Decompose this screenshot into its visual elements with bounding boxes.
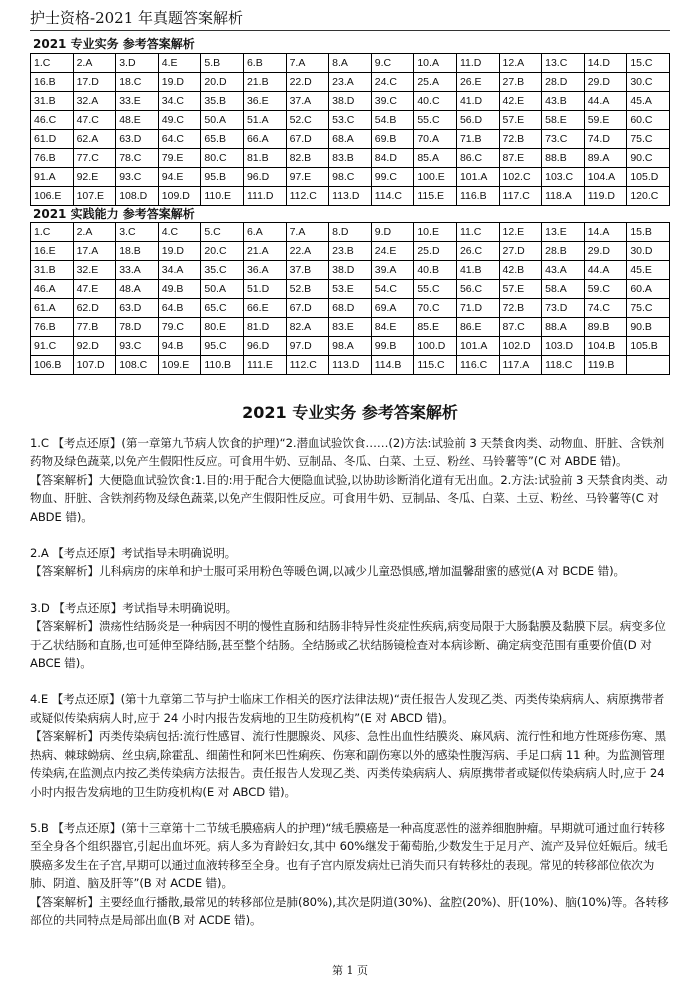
answer-row (31, 187, 670, 206)
answer-row (31, 356, 670, 375)
answer-cell: 35.B (201, 92, 244, 111)
answer-cell: 24.E (371, 242, 414, 261)
answer-cell: 10.A (414, 54, 457, 73)
answer-cell: 8.A (329, 54, 372, 73)
answer-cell: 43.B (542, 92, 585, 111)
answer-cell: 66.A (243, 130, 286, 149)
answer-cell: 21.A (243, 242, 286, 261)
answer-cell: 65.C (201, 299, 244, 318)
answer-cell: 70.A (414, 130, 457, 149)
answer-table-professional (30, 53, 670, 206)
answer-cell: 45.A (627, 92, 670, 111)
answer-cell: 102.D (499, 337, 542, 356)
answer-cell: 43.A (542, 261, 585, 280)
answer-cell: 120.C (627, 187, 670, 206)
answer-row (31, 318, 670, 337)
answer-cell: 105.D (627, 168, 670, 187)
answer-row (31, 299, 670, 318)
answer-cell: 40.C (414, 92, 457, 111)
paragraph-gap (30, 526, 670, 544)
answer-cell: 98.A (329, 337, 372, 356)
answer-cell: 64.B (158, 299, 201, 318)
answer-cell: 18.C (116, 73, 159, 92)
answer-cell: 107.E (73, 187, 116, 206)
answer-cell: 37.B (286, 261, 329, 280)
answer-cell: 104.B (584, 337, 627, 356)
answer-cell: 32.E (73, 261, 116, 280)
explanation-paragraph: 【答案解析】主要经血行播散,最常见的转移部位是肺(80%),其次是阴道(30%)、盆腔(20%)、肝(10%)、脑(10%)等。各转移部位的共同特点是局部出血(B 对 ACDE 错)。 (30, 894, 669, 927)
answer-cell: 34.C (158, 92, 201, 111)
answer-cell: 118.C (542, 356, 585, 375)
answer-cell: 60.A (627, 280, 670, 299)
answer-cell: 42.B (499, 261, 542, 280)
explanation-paragraph: 【答案解析】儿科病房的床单和护士服可采用粉色等暖色调,以减少儿童恐惧感,增加温馨甜蜜的感觉(A 对 BCDE 错)。 (30, 564, 626, 579)
answer-cell: 86.E (456, 318, 499, 337)
answer-cell: 9.C (371, 54, 414, 73)
answer-row (31, 223, 670, 242)
answer-cell: 13.C (542, 54, 585, 73)
answer-cell: 32.A (73, 92, 116, 111)
answer-cell: 11.C (456, 223, 499, 242)
answer-cell: 1.C (31, 54, 74, 73)
answer-cell (627, 356, 670, 375)
answer-cell: 69.B (371, 130, 414, 149)
answer-cell: 21.B (243, 73, 286, 92)
answer-row (31, 92, 670, 111)
answer-cell: 55.C (414, 111, 457, 130)
answer-cell: 46.A (31, 280, 74, 299)
answer-cell: 27.B (499, 73, 542, 92)
answer-cell: 96.D (243, 168, 286, 187)
explanation-paragraph: 1.C 【考点还原】(第一章第九节病人饮食的护理)“2.潜血试验饮食……(2)方法:试验前 3 天禁食肉类、动物血、肝脏、含铁剂药物及绿色蔬菜,以免产生假阳性反应。可食用牛奶、豆制品、冬瓜、白菜、土豆、粉丝、马铃薯等”(C 对 ABDE 错)。 (30, 436, 665, 469)
answer-cell: 51.A (243, 111, 286, 130)
answer-cell: 30.C (627, 73, 670, 92)
paragraph-gap (30, 801, 670, 819)
answer-cell: 85.A (414, 149, 457, 168)
answer-cell: 29.D (584, 73, 627, 92)
answer-cell: 78.C (116, 149, 159, 168)
answer-cell: 19.D (158, 242, 201, 261)
answer-cell: 110.B (201, 356, 244, 375)
answer-cell: 3.C (116, 223, 159, 242)
answer-cell: 77.B (73, 318, 116, 337)
answer-cell: 55.C (414, 280, 457, 299)
explanation-paragraph: 5.B 【考点还原】(第十三章第十二节绒毛膜癌病人的护理)“绒毛膜癌是一种高度恶性的滋养细胞肿瘤。早期就可通过血行转移至全身各个组织器官,引起出血坏死。病人多为育龄妇女,其中 60%继发于葡萄胎,少数发生于足月产、流产及异位妊娠后。绒毛膜癌多发生在子宫,早期可以通过血液转移至全身。也有子宫内原发病灶已消失而只有转移灶的表现。常见的转移部位依次为肺、阴道、脑及肝等”(B 对 ACDE 错)。 (30, 820, 668, 891)
answer-cell: 103.D (542, 337, 585, 356)
answer-cell: 86.C (456, 149, 499, 168)
answer-row (31, 261, 670, 280)
answer-cell: 116.B (456, 187, 499, 206)
answer-cell: 28.B (542, 242, 585, 261)
answer-cell: 71.B (456, 130, 499, 149)
answer-cell: 5.B (201, 54, 244, 73)
answer-cell: 14.A (584, 223, 627, 242)
answer-cell: 23.B (329, 242, 372, 261)
answer-cell: 76.B (31, 318, 74, 337)
answer-cell: 20.C (201, 242, 244, 261)
paragraph-gap (30, 672, 670, 690)
explanation-body (30, 434, 670, 929)
answer-cell: 11.D (456, 54, 499, 73)
answer-cell: 75.C (627, 130, 670, 149)
answer-cell: 101.A (456, 168, 499, 187)
answer-cell: 68.D (329, 299, 372, 318)
answer-cell: 78.D (116, 318, 159, 337)
answer-cell: 114.C (371, 187, 414, 206)
answer-cell: 105.B (627, 337, 670, 356)
answer-cell: 26.E (456, 73, 499, 92)
answer-cell: 54.B (371, 111, 414, 130)
answer-cell: 79.E (158, 149, 201, 168)
answer-cell: 48.E (116, 111, 159, 130)
answer-cell: 45.E (627, 261, 670, 280)
answer-cell: 24.C (371, 73, 414, 92)
answer-row (31, 280, 670, 299)
answer-cell: 110.E (201, 187, 244, 206)
answer-cell: 57.E (499, 280, 542, 299)
answer-cell: 18.B (116, 242, 159, 261)
answer-cell: 114.B (371, 356, 414, 375)
answer-cell: 62.A (73, 130, 116, 149)
answer-cell: 17.D (73, 73, 116, 92)
answer-cell: 63.D (116, 130, 159, 149)
answer-cell: 7.A (286, 223, 329, 242)
answer-cell: 117.A (499, 356, 542, 375)
answer-cell: 4.E (158, 54, 201, 73)
answer-cell: 16.E (31, 242, 74, 261)
answer-cell: 40.B (414, 261, 457, 280)
answer-cell: 96.D (243, 337, 286, 356)
explanation-paragraph: 【答案解析】大便隐血试验饮食:1.目的:用于配合大便隐血试验,以协助诊断消化道有无出血。2.方法:试验前 3 天禁食肉类、动物血、肝脏、含铁剂药物及绿色蔬菜,以免产生假阳性反应。可食用牛奶、豆制品、冬瓜、白菜、土豆、粉丝、马铃薯等(C 对 ABDE 错)。 (30, 472, 668, 524)
answer-cell: 95.B (201, 168, 244, 187)
paragraph-gap (30, 581, 670, 599)
answer-cell: 108.D (116, 187, 159, 206)
section2-title: 2021 实践能力 参考答案解析 (33, 207, 195, 221)
answer-cell: 25.A (414, 73, 457, 92)
answer-cell: 53.C (329, 111, 372, 130)
answer-cell: 97.D (286, 337, 329, 356)
answer-cell: 98.C (329, 168, 372, 187)
answer-cell: 38.D (329, 92, 372, 111)
answer-cell: 53.E (329, 280, 372, 299)
answer-cell: 31.B (31, 92, 74, 111)
answer-cell: 4.C (158, 223, 201, 242)
answer-cell: 113.D (329, 356, 372, 375)
answer-cell: 15.C (627, 54, 670, 73)
answer-cell: 19.D (158, 73, 201, 92)
answer-cell: 101.A (456, 337, 499, 356)
answer-cell: 35.C (201, 261, 244, 280)
answer-row (31, 149, 670, 168)
answer-cell: 115.E (414, 187, 457, 206)
answer-cell: 76.B (31, 149, 74, 168)
answer-cell: 81.D (243, 318, 286, 337)
answer-row (31, 111, 670, 130)
answer-cell: 61.A (31, 299, 74, 318)
answer-cell: 16.B (31, 73, 74, 92)
answer-cell: 47.C (73, 111, 116, 130)
answer-cell: 119.D (584, 187, 627, 206)
answer-cell: 93.C (116, 337, 159, 356)
answer-cell: 42.E (499, 92, 542, 111)
answer-cell: 80.E (201, 318, 244, 337)
answer-cell: 20.D (201, 73, 244, 92)
answer-cell: 84.E (371, 318, 414, 337)
answer-cell: 9.D (371, 223, 414, 242)
answer-cell: 28.D (542, 73, 585, 92)
answer-cell: 44.A (584, 261, 627, 280)
answer-cell: 119.B (584, 356, 627, 375)
answer-cell: 112.C (286, 187, 329, 206)
answer-cell: 89.A (584, 149, 627, 168)
answer-cell: 99.B (371, 337, 414, 356)
answer-cell: 59.C (584, 280, 627, 299)
answer-cell: 100.E (414, 168, 457, 187)
page-header: 护士资格-2021 年真题答案解析 (30, 6, 670, 31)
answer-cell: 74.D (584, 130, 627, 149)
answer-cell: 100.D (414, 337, 457, 356)
answer-cell: 118.A (542, 187, 585, 206)
answer-cell: 90.B (627, 318, 670, 337)
answer-cell: 17.A (73, 242, 116, 261)
answer-cell: 46.C (31, 111, 74, 130)
answer-cell: 117.C (499, 187, 542, 206)
answer-cell: 49.B (158, 280, 201, 299)
answer-cell: 83.E (329, 318, 372, 337)
explanation-paragraph: 【答案解析】溃疡性结肠炎是一种病因不明的慢性直肠和结肠非特异性炎症性疾病,病变局限于大肠黏膜及黏膜下层。病变多位于乙状结肠和直肠,也可延伸至降结肠,甚至整个结肠。全结肠或乙状结肠镜检查对本病诊断、确定病变范围有重要价值(D 对 ABCE 错)。 (30, 619, 666, 671)
answer-cell: 85.E (414, 318, 457, 337)
answer-cell: 62.D (73, 299, 116, 318)
explanation-paragraph: 【答案解析】丙类传染病包括:流行性感冒、流行性腮腺炎、风疹、急性出血性结膜炎、麻风病、流行性和地方性斑疹伤寒、黑热病、棘球蚴病、丝虫病,除霍乱、细菌性和阿米巴性痢疾、伤寒和副伤寒以外的感染性腹泻病、手足口病 11 种。为监测管理传染病,在监测点内按乙类传染病方法报告。责任报告人发现乙类、丙类传染病病人、病原携带者或疑似传染病病人时,应于 24 小时内报告发病地的卫生防疫机构(E 对 ABCD 错)。 (30, 729, 666, 799)
answer-cell: 61.D (31, 130, 74, 149)
answer-cell: 63.D (116, 299, 159, 318)
answer-cell: 14.D (584, 54, 627, 73)
answer-cell: 31.B (31, 261, 74, 280)
answer-cell: 58.A (542, 280, 585, 299)
answer-cell: 97.E (286, 168, 329, 187)
answer-cell: 5.C (201, 223, 244, 242)
answer-cell: 13.E (542, 223, 585, 242)
explanation-paragraph: 3.D 【考点还原】考试指导未明确说明。 (30, 600, 238, 615)
answer-cell: 103.C (542, 168, 585, 187)
answer-cell: 50.A (201, 111, 244, 130)
answer-cell: 70.C (414, 299, 457, 318)
answer-cell: 30.D (627, 242, 670, 261)
answer-cell: 82.A (286, 318, 329, 337)
answer-cell: 111.D (243, 187, 286, 206)
answer-cell: 29.D (584, 242, 627, 261)
answer-cell: 6.A (243, 223, 286, 242)
answer-cell: 15.B (627, 223, 670, 242)
answer-cell: 115.C (414, 356, 457, 375)
answer-cell: 80.C (201, 149, 244, 168)
answer-cell: 41.D (456, 92, 499, 111)
answer-cell: 68.A (329, 130, 372, 149)
answer-cell: 23.A (329, 73, 372, 92)
answer-cell: 54.C (371, 280, 414, 299)
explanation-paragraph: 2.A 【考点还原】考试指导未明确说明。 (30, 546, 237, 561)
answer-cell: 44.A (584, 92, 627, 111)
answer-cell: 34.A (158, 261, 201, 280)
answer-cell: 73.C (542, 130, 585, 149)
answer-cell: 3.D (116, 54, 159, 73)
answer-cell: 7.A (286, 54, 329, 73)
answer-table-practical (30, 222, 670, 375)
answer-cell: 90.C (627, 149, 670, 168)
answer-cell: 73.D (542, 299, 585, 318)
answer-cell: 66.E (243, 299, 286, 318)
answer-cell: 59.E (584, 111, 627, 130)
answer-cell: 56.D (456, 111, 499, 130)
answer-cell: 48.A (116, 280, 159, 299)
answer-cell: 109.E (158, 356, 201, 375)
answer-cell: 67.D (286, 130, 329, 149)
answer-cell: 41.B (456, 261, 499, 280)
main-title: 2021 专业实务 参考答案解析 (242, 403, 458, 422)
answer-row (31, 54, 670, 73)
answer-row (31, 73, 670, 92)
answer-cell: 113.D (329, 187, 372, 206)
answer-cell: 65.B (201, 130, 244, 149)
answer-cell: 91.C (31, 337, 74, 356)
answer-cell: 109.D (158, 187, 201, 206)
answer-cell: 64.C (158, 130, 201, 149)
answer-cell: 87.C (499, 318, 542, 337)
answer-cell: 83.B (329, 149, 372, 168)
answer-cell: 107.D (73, 356, 116, 375)
answer-cell: 47.E (73, 280, 116, 299)
section1-title: 2021 专业实务 参考答案解析 (33, 37, 195, 51)
answer-cell: 52.B (286, 280, 329, 299)
answer-cell: 91.A (31, 168, 74, 187)
answer-cell: 92.E (73, 168, 116, 187)
answer-row (31, 337, 670, 356)
answer-cell: 94.E (158, 168, 201, 187)
answer-cell: 74.C (584, 299, 627, 318)
answer-cell: 112.C (286, 356, 329, 375)
answer-cell: 6.B (243, 54, 286, 73)
answer-cell: 72.B (499, 130, 542, 149)
answer-cell: 71.D (456, 299, 499, 318)
answer-cell: 56.C (456, 280, 499, 299)
answer-cell: 51.D (243, 280, 286, 299)
answer-cell: 89.B (584, 318, 627, 337)
answer-cell: 10.E (414, 223, 457, 242)
answer-cell: 88.B (542, 149, 585, 168)
answer-cell: 12.E (499, 223, 542, 242)
answer-cell: 27.D (499, 242, 542, 261)
answer-cell: 67.D (286, 299, 329, 318)
answer-cell: 79.C (158, 318, 201, 337)
answer-cell: 2.A (73, 223, 116, 242)
answer-cell: 108.C (116, 356, 159, 375)
answer-cell: 81.B (243, 149, 286, 168)
answer-cell: 77.C (73, 149, 116, 168)
answer-cell: 22.A (286, 242, 329, 261)
answer-row (31, 242, 670, 261)
answer-cell: 38.D (329, 261, 372, 280)
answer-cell: 88.A (542, 318, 585, 337)
answer-cell: 26.C (456, 242, 499, 261)
answer-cell: 36.A (243, 261, 286, 280)
answer-cell: 84.D (371, 149, 414, 168)
answer-cell: 94.B (158, 337, 201, 356)
answer-cell: 82.B (286, 149, 329, 168)
answer-cell: 106.E (31, 187, 74, 206)
answer-cell: 25.D (414, 242, 457, 261)
answer-cell: 1.C (31, 223, 74, 242)
answer-cell: 93.C (116, 168, 159, 187)
answer-cell: 116.C (456, 356, 499, 375)
answer-cell: 102.C (499, 168, 542, 187)
answer-cell: 60.C (627, 111, 670, 130)
answer-row (31, 168, 670, 187)
answer-cell: 58.E (542, 111, 585, 130)
answer-cell: 75.C (627, 299, 670, 318)
answer-cell: 106.B (31, 356, 74, 375)
answer-cell: 33.A (116, 261, 159, 280)
answer-cell: 104.A (584, 168, 627, 187)
answer-cell: 39.A (371, 261, 414, 280)
answer-cell: 52.C (286, 111, 329, 130)
answer-cell: 72.B (499, 299, 542, 318)
answer-cell: 33.E (116, 92, 159, 111)
answer-cell: 39.C (371, 92, 414, 111)
answer-cell: 92.D (73, 337, 116, 356)
answer-cell: 95.C (201, 337, 244, 356)
answer-cell: 8.D (329, 223, 372, 242)
answer-cell: 57.E (499, 111, 542, 130)
answer-cell: 49.C (158, 111, 201, 130)
answer-cell: 87.E (499, 149, 542, 168)
explanation-paragraph: 4.E 【考点还原】(第十九章第二节与护士临床工作相关的医疗法律法规)“责任报告人发现乙类、丙类传染病病人、病原携带者或疑似传染病病人时,应于 24 小时内报告发病地的卫生防疫机构”(E 对 ABCD 错)。 (30, 692, 665, 725)
answer-row (31, 130, 670, 149)
answer-cell: 99.C (371, 168, 414, 187)
answer-cell: 69.A (371, 299, 414, 318)
answer-cell: 36.E (243, 92, 286, 111)
answer-cell: 12.A (499, 54, 542, 73)
answer-cell: 22.D (286, 73, 329, 92)
answer-cell: 50.A (201, 280, 244, 299)
answer-cell: 37.A (286, 92, 329, 111)
page-footer: 第 1 页 (332, 964, 368, 977)
answer-cell: 111.E (243, 356, 286, 375)
answer-cell: 2.A (73, 54, 116, 73)
